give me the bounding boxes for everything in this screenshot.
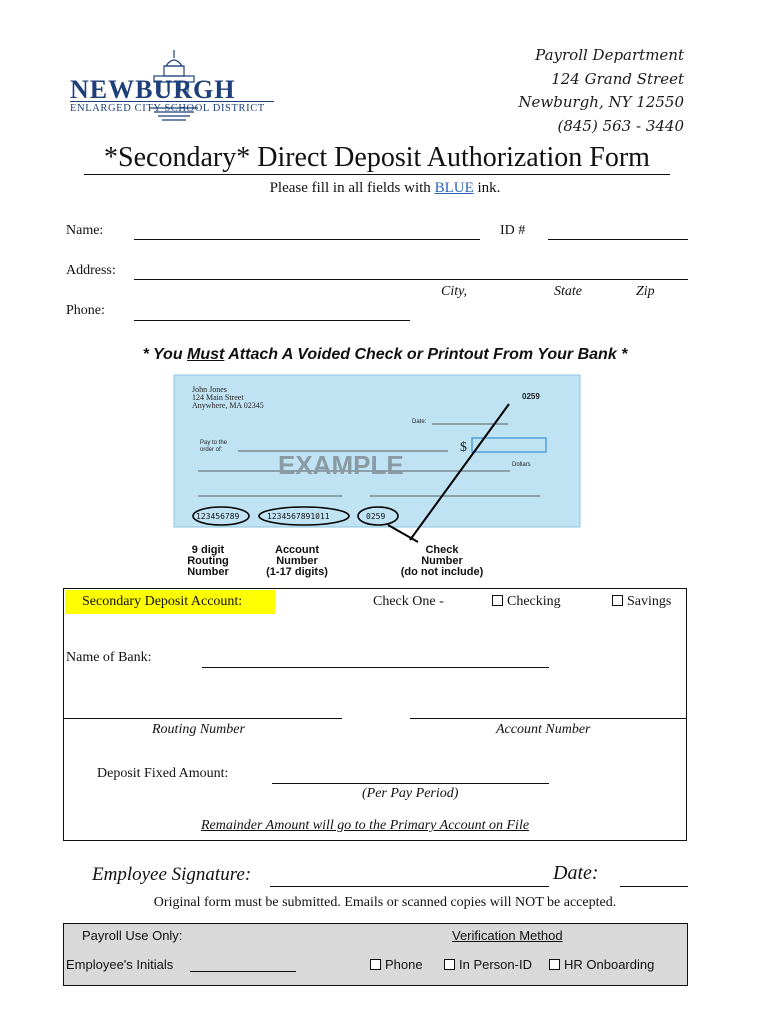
remainder-note: Remainder Amount will go to the Primary Account on File — [201, 818, 530, 833]
signature-date-label: Date: — [553, 862, 599, 884]
name-field[interactable] — [134, 239, 480, 240]
verify-phone-option[interactable]: Phone — [370, 957, 423, 972]
savings-checkbox[interactable] — [612, 595, 623, 606]
form-title: *Secondary* Direct Deposit Authorization Form — [104, 142, 650, 173]
logo-wordmark: NEWBURGH — [70, 75, 236, 104]
address-phone: (845) 563 - 3440 — [557, 117, 684, 135]
fixed-amount-field[interactable] — [272, 783, 549, 784]
address-line-1: Payroll Department — [535, 46, 684, 64]
check-date-label: Date: — [412, 419, 427, 425]
employee-signature-label: Employee Signature: — [92, 864, 252, 885]
check-one-label: Check One - — [373, 594, 444, 609]
account-caption-3: (1-17 digits) — [266, 566, 328, 578]
phone-field[interactable] — [134, 320, 410, 321]
state-caption: State — [554, 284, 582, 299]
account-caption-2: Number — [276, 555, 318, 567]
account-caption-1: Account — [275, 544, 319, 556]
pay-to-label: Pay to the — [200, 440, 228, 446]
dollars-label: Dollars — [512, 462, 531, 468]
employee-signature-field[interactable] — [270, 886, 549, 887]
attach-check-notice: * You Must Attach A Voided Check or Printout From Your Bank * — [142, 346, 628, 363]
name-label: Name: — [66, 223, 104, 238]
per-pay-period-caption: (Per Pay Period) — [362, 786, 459, 801]
payer-name: John Jones — [192, 385, 227, 394]
verify-in-person-option[interactable]: In Person-ID — [444, 957, 532, 972]
bank-name-label: Name of Bank: — [66, 650, 152, 665]
payer-street: 124 Main Street — [192, 393, 244, 402]
address-line-2: 124 Grand Street — [551, 70, 684, 88]
blue-ink-word: BLUE — [434, 180, 474, 196]
logo-rule — [70, 101, 274, 102]
district-logo — [66, 48, 278, 126]
bank-name-field[interactable] — [202, 667, 549, 668]
account-number-field[interactable] — [410, 718, 687, 719]
checking-checkbox[interactable] — [492, 595, 503, 606]
routing-number-field[interactable] — [63, 718, 342, 719]
account-number-caption: Account Number — [496, 722, 591, 737]
secondary-account-label: Secondary Deposit Account: — [82, 594, 243, 609]
routing-sample: 123456789 — [196, 512, 240, 521]
check-illustration — [170, 374, 590, 584]
voided-check-example — [170, 374, 590, 584]
check-caption-1: Check — [425, 544, 459, 556]
verification-method-label: Verification Method — [452, 928, 563, 943]
city-caption: City, — [441, 284, 468, 299]
signature-date-field[interactable] — [620, 886, 688, 887]
verify-hr-option[interactable]: HR Onboarding — [549, 957, 654, 972]
payer-city: Anywhere, MA 02345 — [192, 401, 264, 410]
secondary-deposit-section — [63, 588, 687, 841]
id-field[interactable] — [548, 239, 688, 240]
address-line-3: Newburgh, NY 12550 — [518, 93, 684, 111]
routing-caption-1: 9 digit — [191, 544, 225, 556]
check-number-sample: 0259 — [366, 512, 386, 521]
order-of-label: order of: — [200, 447, 223, 453]
routing-caption-2: Routing — [187, 555, 229, 567]
savings-option[interactable]: Savings — [612, 594, 671, 610]
employee-initials-label: Employee's Initials — [66, 957, 174, 972]
id-label: ID # — [500, 223, 526, 238]
routing-number-caption: Routing Number — [152, 722, 245, 737]
payroll-use-label: Payroll Use Only: — [82, 928, 183, 943]
routing-caption-3: Number — [187, 566, 229, 578]
ink-instruction: Please fill in all fields with BLUE ink. — [269, 180, 501, 196]
verify-hr-checkbox[interactable] — [549, 959, 560, 970]
original-form-note: Original form must be submitted. Emails or scanned copies will NOT be accepted. — [153, 895, 617, 910]
employee-initials-field[interactable] — [190, 971, 296, 972]
fixed-amount-label: Deposit Fixed Amount: — [97, 766, 229, 781]
example-watermark: EXAMPLE — [278, 450, 404, 480]
address-field[interactable] — [134, 279, 688, 280]
account-sample: 1234567891011 — [267, 512, 330, 521]
check-caption-2: Number — [421, 555, 463, 567]
logo-subtitle: ENLARGED CITY SCHOOL DISTRICT — [70, 103, 265, 114]
zip-caption: Zip — [636, 284, 655, 299]
dollar-sign: $ — [460, 440, 467, 455]
verify-in-person-checkbox[interactable] — [444, 959, 455, 970]
address-label: Address: — [66, 263, 116, 278]
title-underline — [84, 174, 670, 175]
verify-phone-checkbox[interactable] — [370, 959, 381, 970]
phone-label: Phone: — [66, 303, 105, 318]
checking-option[interactable]: Checking — [492, 594, 561, 610]
check-caption-3: (do not include) — [400, 566, 484, 578]
check-number-top: 0259 — [522, 392, 540, 401]
